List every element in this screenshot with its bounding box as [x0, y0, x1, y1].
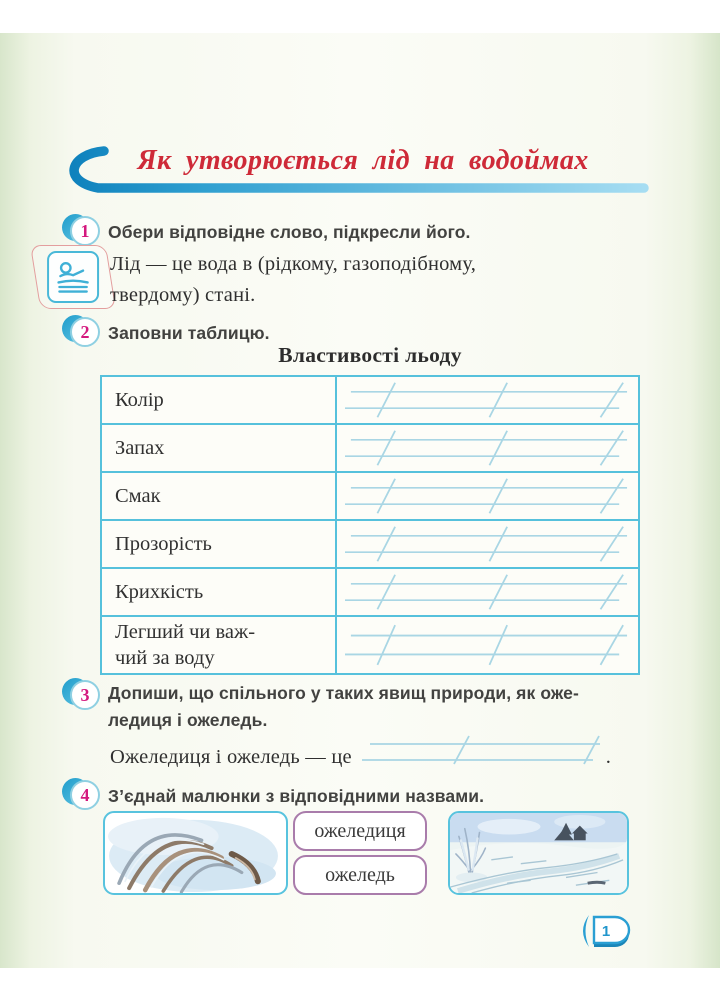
task-3-answer-line [110, 735, 611, 769]
row-label: Запах [101, 424, 336, 472]
exercise-4-instruction: З’єднай малюнки з відповідними назвами. [108, 786, 485, 806]
picture-ice-coated-branches[interactable] [103, 811, 288, 895]
table-row [101, 424, 639, 472]
table-row [101, 472, 639, 520]
table-title: Властивості льоду [278, 343, 462, 367]
sentence-line: твердому) стані. [110, 284, 256, 306]
exercise-3-instruction: Допиши, що спільного у таких явищ природи, як оже- ледиця і ожеледь. [108, 683, 579, 730]
writing-guide-cell[interactable] [336, 520, 639, 568]
exercise-4-number: 4 [70, 780, 100, 810]
writing-guide [345, 476, 630, 516]
page-number-badge [576, 913, 636, 949]
exercise-1-number: 1 [70, 216, 100, 246]
page-title: Як утворюється лід на водоймах [137, 145, 589, 176]
exercise-2-badge [62, 314, 102, 350]
writing-guide [345, 622, 630, 668]
exercise-3-badge [62, 677, 102, 713]
answer-suffix: . [605, 746, 612, 768]
exercise-2-instruction: Заповни таблицю. [108, 323, 270, 343]
exercise-2-number: 2 [70, 317, 100, 347]
table-row [101, 376, 639, 424]
exercise-1-instruction: Обери відповідне слово, підкресли його. [108, 222, 471, 242]
answer-prefix: Ожеледиця і ожеледь — це [110, 746, 352, 768]
row-label: Колір [101, 376, 336, 424]
writing-guide [345, 428, 630, 468]
properties-table [100, 375, 640, 675]
label-ozheled[interactable]: ожеледь [293, 855, 427, 895]
label-ozheledytsia[interactable]: ожеледиця [293, 811, 427, 851]
row-label: Крихкість [101, 568, 336, 616]
writing-icon [47, 251, 99, 303]
table-row [101, 568, 639, 616]
answer-blank[interactable] [362, 735, 604, 765]
writing-guide-cell[interactable] [336, 472, 639, 520]
exercise-4-badge [62, 777, 102, 813]
exercise-1-badge [62, 213, 102, 249]
exercise-3-number: 3 [70, 680, 100, 710]
row-label: Смак [101, 472, 336, 520]
sentence-line: Лід — це вода в (рідкому, газоподібному, [110, 253, 477, 275]
row-label: Легший чи важ- чий за воду [101, 616, 336, 674]
writing-task-marker [30, 245, 116, 309]
writing-guide-cell[interactable] [336, 376, 639, 424]
task-1-sentence [110, 249, 476, 311]
writing-guide [345, 380, 630, 420]
row-label: Прозорість [101, 520, 336, 568]
table-row [101, 520, 639, 568]
writing-guide [345, 524, 630, 564]
writing-guide-cell[interactable] [336, 616, 639, 674]
writing-guide-cell[interactable] [336, 424, 639, 472]
picture-icy-winter-landscape[interactable] [448, 811, 629, 895]
writing-guide [345, 572, 630, 612]
workbook-page [0, 33, 720, 968]
table-row [101, 616, 639, 674]
writing-guide-cell[interactable] [336, 568, 639, 616]
page-number: 1 [601, 923, 611, 940]
label-column [293, 811, 427, 895]
